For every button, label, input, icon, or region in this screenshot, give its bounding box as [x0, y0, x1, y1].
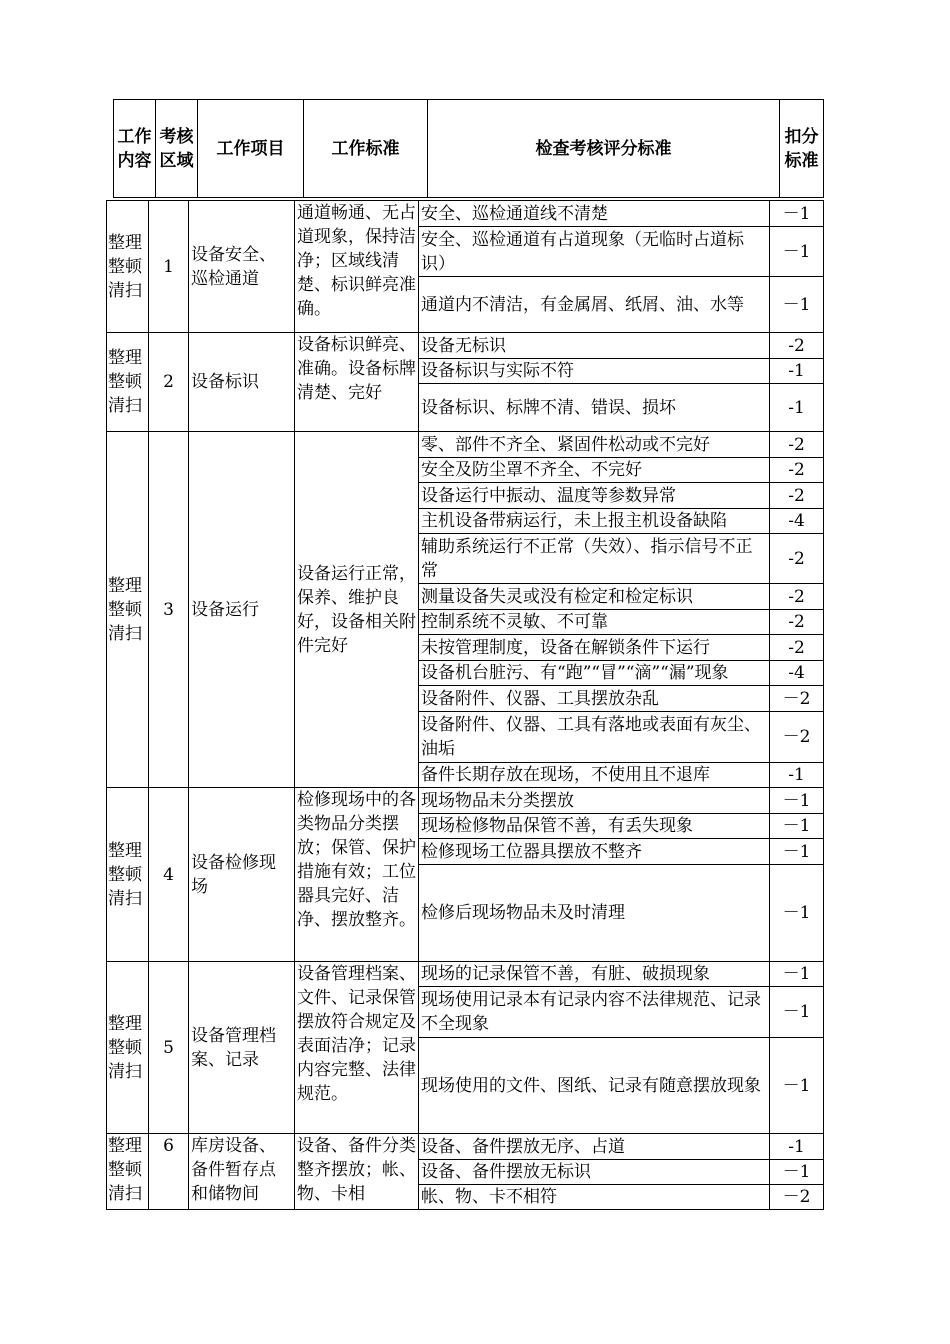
- deduction-cell: -2: [770, 432, 824, 458]
- table-row: [107, 788, 824, 814]
- area-number-cell: 2: [149, 333, 189, 432]
- work-standard-cell: 通道畅通、无占道现象，保持洁净；区域线清楚、标识鲜亮准确。: [295, 201, 419, 333]
- deduction-cell: -2: [770, 458, 824, 483]
- criteria-cell: 设备、备件摆放无标识: [419, 1160, 770, 1185]
- criteria-cell: 安全、巡检通道线不清楚: [419, 201, 770, 227]
- criteria-cell: 主机设备带病运行，未上报主机设备缺陷: [419, 509, 770, 534]
- criteria-cell: 设备附件、仪器、工具有落地或表面有灰尘、油垢: [419, 712, 770, 763]
- deduction-cell: -2: [770, 483, 824, 509]
- deduction-cell: －1: [770, 1038, 824, 1134]
- criteria-cell: 检修后现场物品未及时清理: [419, 865, 770, 962]
- criteria-cell: 测量设备失灵或没有检定和检定标识: [419, 584, 770, 610]
- criteria-cell: 现场检修物品保管不善，有丢失现象: [419, 814, 770, 839]
- deduction-cell: －1: [770, 201, 824, 227]
- criteria-cell: 设备标识、标牌不清、错误、损坏: [419, 384, 770, 432]
- deduction-cell: -2: [770, 534, 824, 584]
- table-row: [107, 1134, 824, 1160]
- work-standard-cell: 设备标识鲜亮、准确。设备标牌清楚、完好: [295, 333, 419, 432]
- criteria-cell: 安全及防尘罩不齐全、不完好: [419, 458, 770, 483]
- criteria-cell: 现场使用记录本有记录内容不法律规范、记录不全现象: [419, 987, 770, 1038]
- criteria-cell: 控制系统不灵敏、不可靠: [419, 610, 770, 635]
- work-item-cell: 设备安全、巡检通道: [189, 201, 295, 333]
- criteria-cell: 零、部件不齐全、紧固件松动或不完好: [419, 432, 770, 458]
- deduction-cell: －1: [770, 987, 824, 1038]
- work-content-cell: 整理整顿清扫: [107, 333, 149, 432]
- work-standard-cell: 设备管理档案、文件、记录保管摆放符合规定及表面洁净；记录内容完整、法律规范。: [295, 962, 419, 1134]
- area-number-cell: 6: [149, 1134, 189, 1210]
- deduction-cell: －1: [770, 227, 824, 277]
- criteria-cell: 设备运行中振动、温度等参数异常: [419, 483, 770, 509]
- deduction-cell: -1: [770, 1134, 824, 1160]
- header-work-item: 工作项目: [198, 100, 304, 198]
- assessment-table: [106, 200, 824, 1210]
- deduction-cell: -1: [770, 384, 824, 432]
- header-assessment-area: 考核区域: [156, 100, 198, 198]
- deduction-cell: －1: [770, 814, 824, 839]
- header-table: [113, 99, 824, 198]
- deduction-cell: -1: [770, 359, 824, 384]
- criteria-cell: 检修现场工位器具摆放不整齐: [419, 839, 770, 865]
- criteria-cell: 现场使用的文件、图纸、记录有随意摆放现象: [419, 1038, 770, 1134]
- area-number-cell: 4: [149, 788, 189, 962]
- deduction-cell: -2: [770, 584, 824, 610]
- deduction-cell: －1: [770, 1160, 824, 1185]
- deduction-cell: -2: [770, 610, 824, 635]
- header-work-standard: 工作标准: [304, 100, 428, 198]
- work-standard-cell: 检修现场中的各类物品分类摆放；保管、保护措施有效；工位器具完好、洁净、摆放整齐。: [295, 788, 419, 962]
- header-work-content: 工作内容: [114, 100, 156, 198]
- area-number-cell: 3: [149, 432, 189, 788]
- work-item-cell: 设备检修现场: [189, 788, 295, 962]
- criteria-cell: 设备、备件摆放无序、占道: [419, 1134, 770, 1160]
- deduction-cell: －1: [770, 839, 824, 865]
- deduction-cell: －1: [770, 962, 824, 987]
- criteria-cell: 未按管理制度，设备在解锁条件下运行: [419, 635, 770, 661]
- work-content-cell: 整理整顿清扫: [107, 432, 149, 788]
- table-row: [107, 333, 824, 359]
- deduction-cell: -1: [770, 763, 824, 788]
- criteria-cell: 备件长期存放在现场，不使用且不退库: [419, 763, 770, 788]
- work-item-cell: 设备运行: [189, 432, 295, 788]
- deduction-cell: －1: [770, 788, 824, 814]
- header-deduction: 扣分标准: [780, 100, 824, 198]
- area-number-cell: 1: [149, 201, 189, 333]
- area-number-cell: 5: [149, 962, 189, 1134]
- deduction-cell: -4: [770, 661, 824, 686]
- criteria-cell: 设备标识与实际不符: [419, 359, 770, 384]
- work-content-cell: 整理整顿清扫: [107, 962, 149, 1134]
- deduction-cell: －1: [770, 865, 824, 962]
- criteria-cell: 现场物品未分类摆放: [419, 788, 770, 814]
- work-item-cell: 设备管理档案、记录: [189, 962, 295, 1134]
- work-item-cell: 库房设备、备件暂存点和储物间: [189, 1134, 295, 1210]
- work-content-cell: 整理整顿清扫: [107, 788, 149, 962]
- table-row: [107, 201, 824, 227]
- criteria-cell: 帐、物、卡不相符: [419, 1185, 770, 1210]
- criteria-cell: 通道内不清洁，有金属屑、纸屑、油、水等: [419, 277, 770, 333]
- criteria-cell: 安全、巡检通道有占道现象（无临时占道标识）: [419, 227, 770, 277]
- criteria-cell: 设备无标识: [419, 333, 770, 359]
- criteria-cell: 现场的记录保管不善，有脏、破损现象: [419, 962, 770, 987]
- work-content-cell: 整理整顿清扫: [107, 1134, 149, 1210]
- criteria-cell: 设备附件、仪器、工具摆放杂乱: [419, 686, 770, 712]
- work-content-cell: 整理整顿清扫: [107, 201, 149, 333]
- deduction-cell: －2: [770, 712, 824, 763]
- table-row: [107, 962, 824, 987]
- work-standard-cell: 设备、备件分类整齐摆放；帐、物、卡相: [295, 1134, 419, 1210]
- deduction-cell: -2: [770, 333, 824, 359]
- deduction-cell: －2: [770, 1185, 824, 1210]
- deduction-cell: -4: [770, 509, 824, 534]
- header-scoring-criteria: 检查考核评分标准: [428, 100, 780, 198]
- deduction-cell: －1: [770, 277, 824, 333]
- deduction-cell: －2: [770, 686, 824, 712]
- table-row: [107, 432, 824, 458]
- deduction-cell: -2: [770, 635, 824, 661]
- criteria-cell: 设备机台脏污、有“跑”“冒”“滴”“漏”现象: [419, 661, 770, 686]
- criteria-cell: 辅助系统运行不正常（失效）、指示信号不正常: [419, 534, 770, 584]
- work-standard-cell: 设备运行正常，保养、维护良好，设备相关附件完好: [295, 432, 419, 788]
- work-item-cell: 设备标识: [189, 333, 295, 432]
